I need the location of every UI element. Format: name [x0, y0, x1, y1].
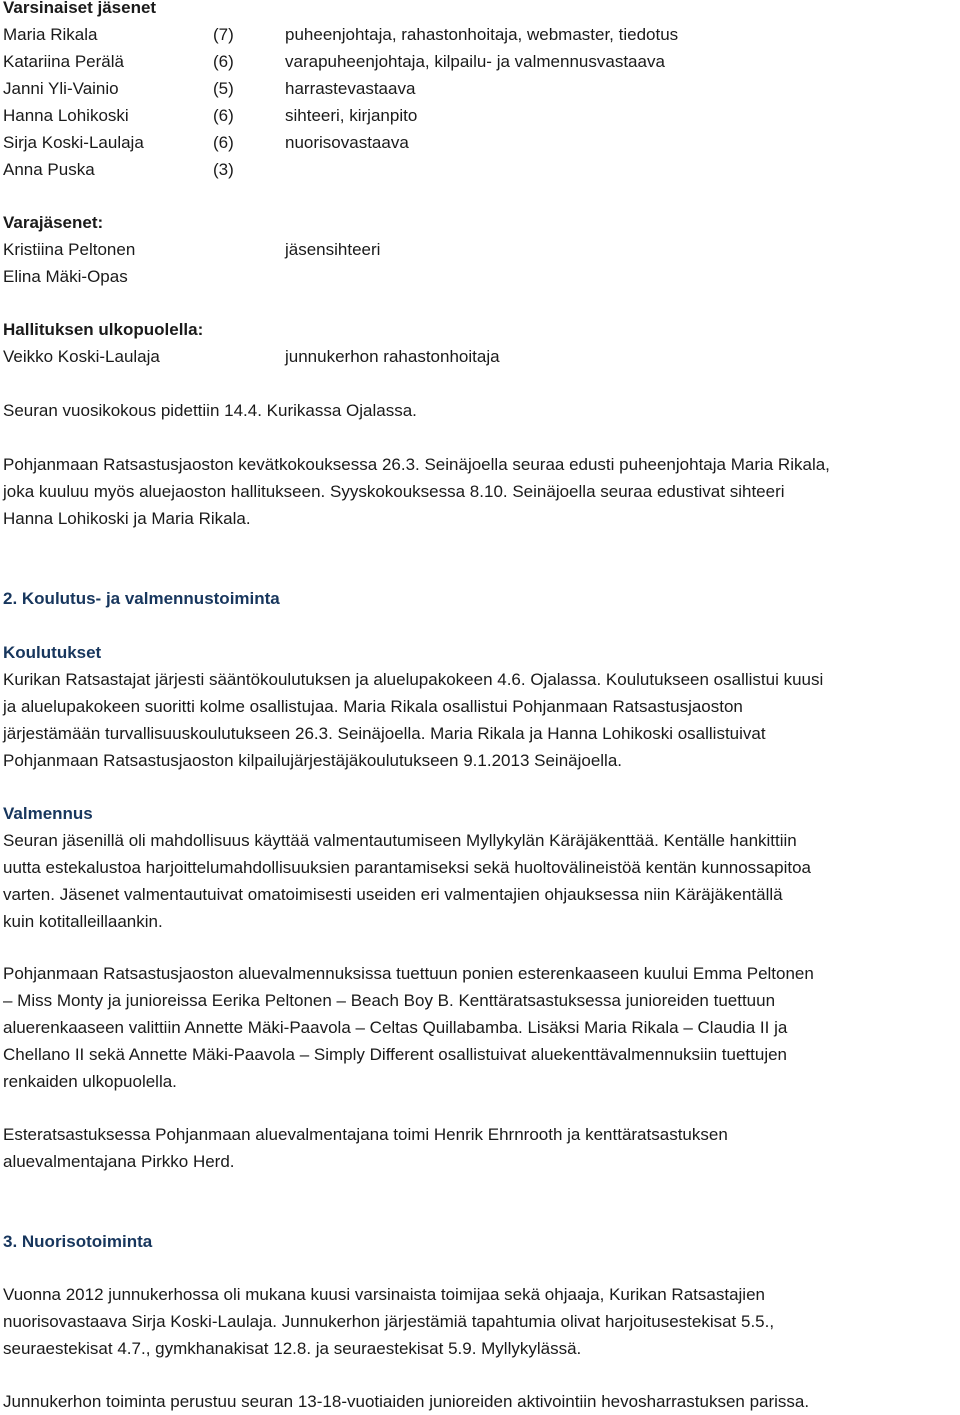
- paragraph-line: joka kuuluu myös aluejaoston hallitukseen. Syyskokouksessa 8.10. Seinäjoella seuraa edustivat sihteeri: [3, 482, 785, 501]
- members-section: [3, 0, 960, 183]
- annual-meeting-text: Seuran vuosikokous pidettiin 14.4. Kurikassa Ojalassa.: [3, 401, 417, 420]
- member-name: Hanna Lohikoski: [3, 106, 129, 125]
- section-2-heading: 2. Koulutus- ja valmennustoiminta: [3, 589, 280, 608]
- paragraph-line: Vuonna 2012 junnukerhossa oli mukana kuusi varsinaista toimijaa sekä ohjaaja, Kurikan Ratsastajien: [3, 1285, 765, 1304]
- member-count: (6): [213, 52, 234, 71]
- youth-paragraph: [3, 1281, 774, 1362]
- eventing-paragraph: [3, 1121, 728, 1175]
- member-row: [3, 102, 960, 129]
- member-count: (7): [213, 25, 234, 44]
- member-count: (3): [213, 160, 234, 179]
- paragraph-line: Esteratsastuksessa Pohjanmaan aluevalmentajana toimi Henrik Ehrnrooth ja kenttäratsastuksen: [3, 1125, 728, 1144]
- member-row: [3, 129, 960, 156]
- deputies-section: [3, 209, 960, 290]
- deputies-heading: Varajäsenet:: [3, 213, 104, 232]
- member-role: harrastevastaava: [285, 79, 416, 98]
- coaching-heading: Valmennus: [3, 804, 93, 823]
- section-3-heading: 3. Nuorisotoiminta: [3, 1232, 153, 1251]
- training-heading: Koulutukset: [3, 643, 102, 662]
- member-name: Janni Yli-Vainio: [3, 79, 119, 98]
- coaching-paragraph: [3, 827, 811, 935]
- paragraph-line: Chellano II sekä Annette Mäki-Paavola – Simply Different osallistuivat aluekenttävalmennuksiin tuettujen: [3, 1045, 788, 1064]
- paragraph-line: aluevalmentajana Pirkko Herd.: [3, 1152, 235, 1171]
- paragraph-line: seuraestekisat 4.7., gymkhanakisat 12.8. ja seuraestekisat 5.9. Myllykylässä.: [3, 1339, 582, 1358]
- paragraph-line: ja aluelupakokeen suoritti kolme osallistujaa. Maria Rikala osallistui Pohjanmaan Ratsastusjaoston: [3, 697, 743, 716]
- paragraph-line: järjestämään turvallisuuskoulutukseen 26.3. Seinäjoella. Maria Rikala ja Hanna Lohikoski osallistuivat: [3, 724, 766, 743]
- paragraph-line: Seuran jäsenillä oli mahdollisuus käyttää valmentautumiseen Myllykylän Käräjäkenttää. Kentälle hankittiin: [3, 831, 797, 850]
- member-row: [3, 75, 960, 102]
- member-name: Anna Puska: [3, 160, 95, 179]
- members-table: [3, 21, 960, 183]
- regional-coaching-paragraph: [3, 960, 814, 1095]
- member-role: [285, 156, 960, 183]
- member-role: varapuheenjohtaja, kilpailu- ja valmennusvastaava: [285, 52, 665, 71]
- member-count: (6): [213, 133, 234, 152]
- outside-section: [3, 316, 960, 370]
- member-row: [3, 48, 960, 75]
- member-row: [3, 156, 960, 183]
- youth-summary-text: Junnukerhon toiminta perustuu seuran 13-18-vuotiaiden junioreiden aktivointiin hevosharrastuksen parissa.: [3, 1392, 810, 1411]
- outside-role: junnukerhon rahastonhoitaja: [285, 347, 500, 366]
- member-row: [3, 21, 960, 48]
- paragraph-line: Pohjanmaan Ratsastusjaoston aluevalmennuksissa tuettuun ponien esterenkaaseen kuului Emma Peltonen: [3, 964, 814, 983]
- deputy-row: [3, 236, 960, 263]
- paragraph-line: Pohjanmaan Ratsastusjaoston kevätkokouksessa 26.3. Seinäjoella seuraa edusti puheenjohtaja Maria Rikala,: [3, 455, 830, 474]
- outside-row: [3, 343, 960, 370]
- training-paragraph: [3, 666, 823, 774]
- members-heading: Varsinaiset jäsenet: [3, 0, 157, 17]
- member-count: (6): [213, 106, 234, 125]
- paragraph-line: – Miss Monty ja junioreissa Eerika Peltonen – Beach Boy B. Kenttäratsastuksessa junioreiden tuettuun: [3, 991, 776, 1010]
- deputy-role: [285, 263, 960, 290]
- paragraph-line: Pohjanmaan Ratsastusjaoston kilpailujärjestäjäkoulutukseen 9.1.2013 Seinäjoella.: [3, 751, 623, 770]
- member-role: sihteeri, kirjanpito: [285, 106, 418, 125]
- paragraph-line: Kurikan Ratsastajat järjesti sääntökoulutuksen ja aluelupakokeen 4.6. Ojalassa. Koulutukseen osallistui kuusi: [3, 670, 824, 689]
- paragraph-line: aluerenkaaseen valittiin Annette Mäki-Paavola – Celtas Quillabamba. Lisäksi Maria Rikala – Claudia II ja: [3, 1018, 788, 1037]
- deputy-name: Kristiina Peltonen: [3, 240, 136, 259]
- paragraph-line: varten. Jäsenet valmentautuivat omatoimisesti useiden eri valmentajien ohjauksessa niin Käräjäkentällä: [3, 885, 783, 904]
- member-name: Katariina Perälä: [3, 52, 124, 71]
- outside-name: Veikko Koski-Laulaja: [3, 347, 160, 366]
- member-name: Sirja Koski-Laulaja: [3, 133, 144, 152]
- member-count: (5): [213, 79, 234, 98]
- paragraph-line: Hanna Lohikoski ja Maria Rikala.: [3, 509, 251, 528]
- paragraph-line: nuorisovastaava Sirja Koski-Laulaja. Junnukerhon järjestämiä tapahtumia olivat harjoitusestekisat 5.5.,: [3, 1312, 775, 1331]
- member-name: Maria Rikala: [3, 25, 98, 44]
- deputy-name: Elina Mäki-Opas: [3, 267, 128, 286]
- member-role: nuorisovastaava: [285, 133, 409, 152]
- paragraph-line: renkaiden ulkopuolella.: [3, 1072, 177, 1091]
- deputy-row: [3, 263, 960, 290]
- regional-paragraph: [3, 451, 830, 532]
- member-role: puheenjohtaja, rahastonhoitaja, webmaster, tiedotus: [285, 25, 679, 44]
- deputy-role: jäsensihteeri: [285, 240, 381, 259]
- outside-heading: Hallituksen ulkopuolella:: [3, 320, 204, 339]
- paragraph-line: uutta estekalustoa harjoittelumahdollisuuksien parantamiseksi sekä huoltovälineistöä kentän kunnossapitoa: [3, 858, 811, 877]
- paragraph-line: kuin kotitalleillaankin.: [3, 912, 163, 931]
